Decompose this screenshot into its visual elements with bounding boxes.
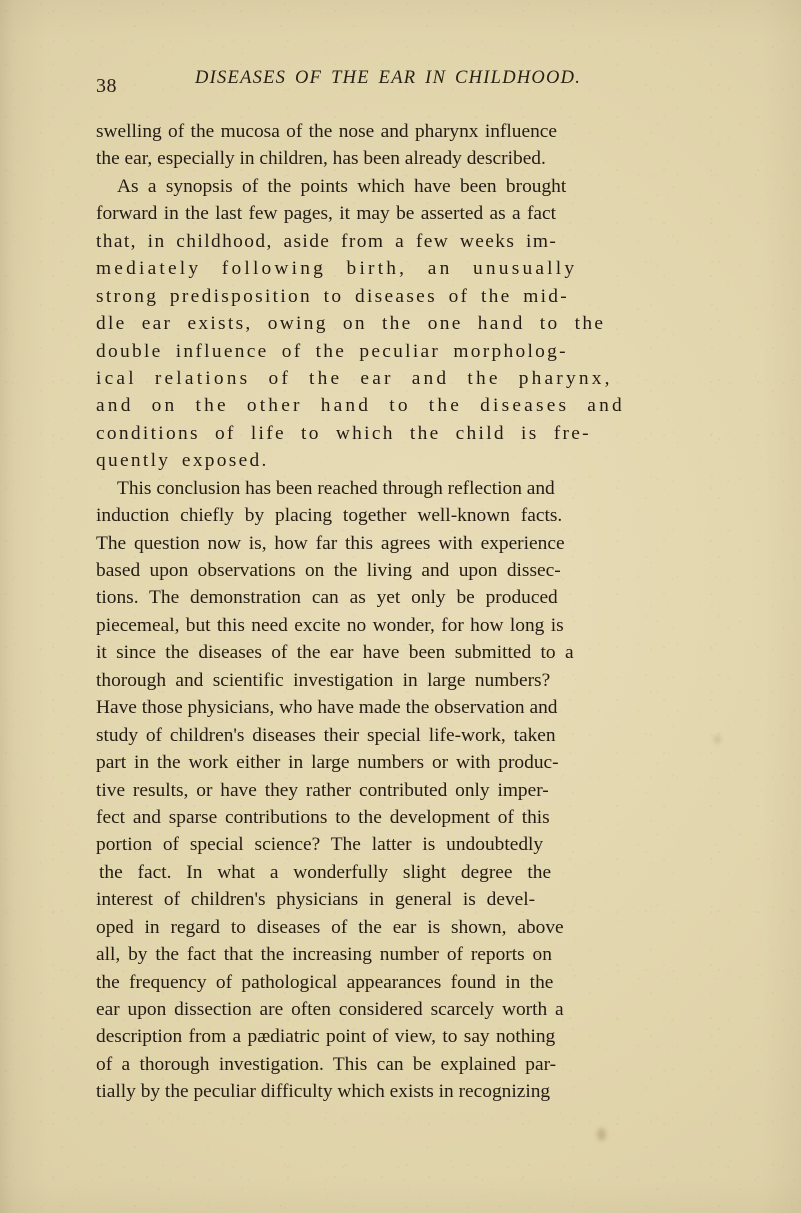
text-line: quently exposed. <box>96 450 269 472</box>
body-text-block <box>96 118 712 1106</box>
text-line: swelling of the mucosa of the nose and pharynx influence <box>96 121 557 142</box>
text-line: fect and sparse contributions to the development of this <box>96 806 550 828</box>
page-number-text: 38 <box>96 75 117 97</box>
text-line: This conclusion has been reached through reflection and <box>117 477 555 499</box>
text-line: part in the work either in large numbers or with produc- <box>96 752 559 774</box>
text-line: induction chiefly by placing together well-known facts. <box>96 505 563 527</box>
text-line: conditions of life to which the child is fre- <box>96 422 591 444</box>
text-line: tions. The demonstration can as yet only be produced <box>96 587 558 609</box>
text-line: ical relations of the ear and the pharynx, <box>96 367 613 389</box>
text-line: portion of special science? The latter is undoubtedly <box>96 834 544 856</box>
paper-foxing-spot <box>714 735 721 744</box>
text-line: The question now is, how far this agrees with experience <box>96 532 565 554</box>
text-line: strong predisposition to diseases of the mid- <box>96 285 570 307</box>
paper-foxing-spot <box>597 1128 606 1141</box>
text-line: the fact. In what a wonderfully slight degree the <box>99 861 552 883</box>
running-title: DISEASES OF THE EAR IN CHILDHOOD. <box>195 68 582 88</box>
text-line: double influence of the peculiar morpholog- <box>96 340 568 362</box>
text-line: and on the other hand to the diseases and <box>96 395 625 417</box>
text-line: piecemeal, but this need excite no wonder, for how long is <box>96 614 564 636</box>
text-line: ear upon dissection are often considered scarcely worth a <box>96 999 564 1020</box>
text-line: that, in childhood, aside from a few weeks im- <box>96 230 558 252</box>
text-line: oped in regard to diseases of the ear is shown, above <box>96 916 564 938</box>
text-line: all, by the fact that the increasing number of reports on <box>96 944 552 966</box>
text-line: study of children's diseases their special life-work, taken <box>96 724 556 746</box>
text-line: interest of children's physicians in general is devel- <box>96 889 536 911</box>
text-line: based upon observations on the living and upon dissec- <box>96 560 561 581</box>
text-line: forward in the last few pages, it may be asserted as a fact <box>96 203 557 225</box>
text-line: the ear, especially in children, has been already described. <box>96 148 546 170</box>
text-line: the frequency of pathological appearances found in the <box>96 971 554 993</box>
text-line: thorough and scientific investigation in large numbers? <box>96 669 551 691</box>
text-line: As a synopsis of the points which have been brought <box>117 175 567 197</box>
page-number <box>96 72 117 95</box>
text-line: tially by the peculiar difficulty which exists in recognizing <box>96 1081 551 1103</box>
running-head <box>96 68 712 98</box>
text-line: it since the diseases of the ear have been submitted to a <box>96 642 574 664</box>
text-line: tive results, or have they rather contributed only imper- <box>96 779 549 801</box>
text-line: of a thorough investigation. This can be explained par- <box>96 1053 557 1075</box>
text-line: description from a pædiatric point of view, to say nothing <box>96 1026 556 1048</box>
text-line: Have those physicians, who have made the observation and <box>96 697 558 719</box>
text-line: mediately following birth, an unusually <box>96 258 578 280</box>
text-line: dle ear exists, owing on the one hand to the <box>96 313 606 335</box>
